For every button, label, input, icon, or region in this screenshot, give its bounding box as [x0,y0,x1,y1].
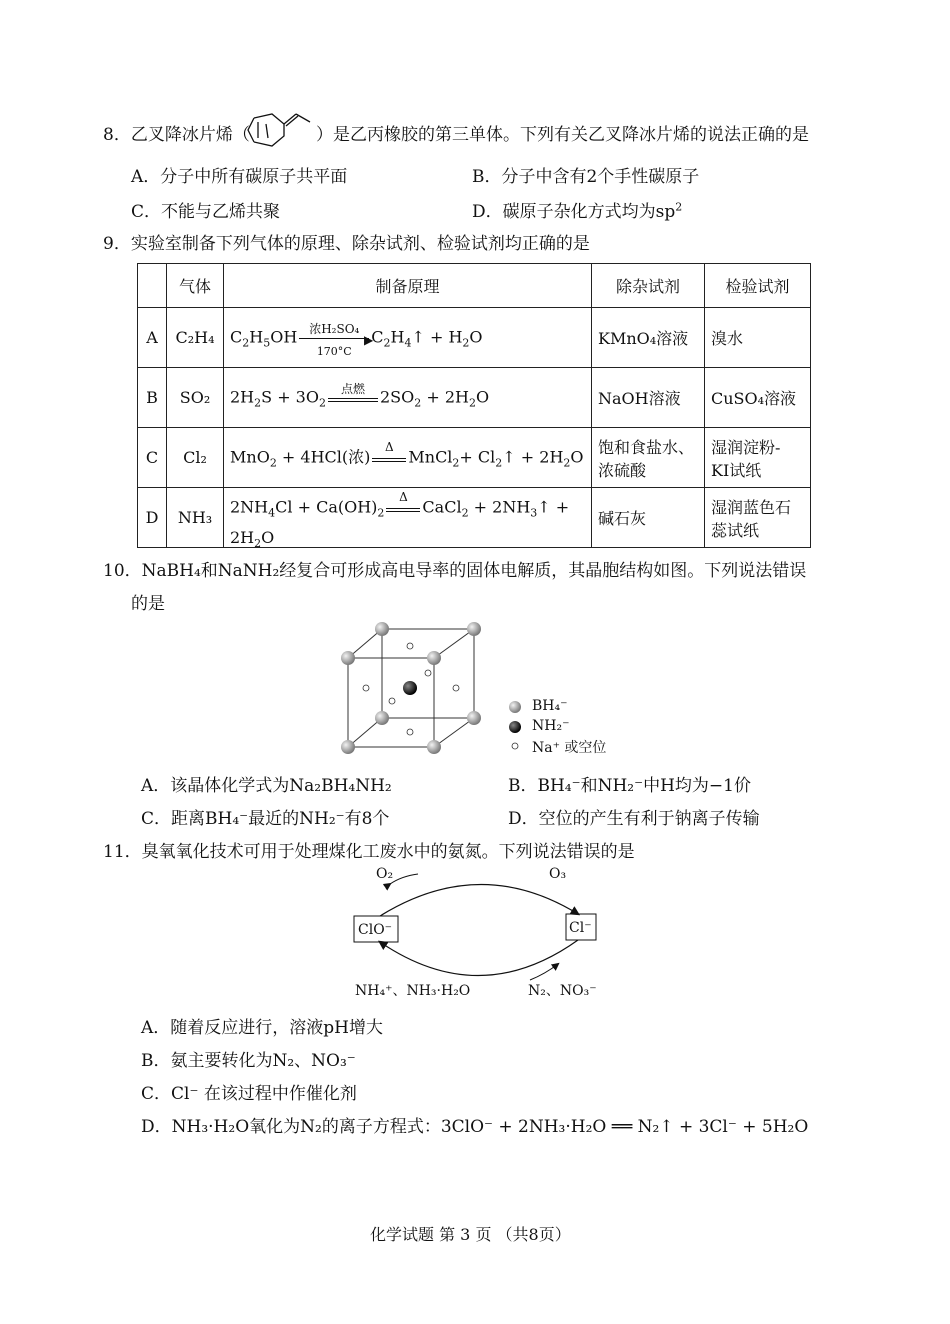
q10-option-a: A．该晶体化学式为Na₂BH₄NH₂ [141,776,392,796]
q8-stem-part2: ）是乙丙橡胶的第三单体。下列有关乙叉降冰片烯的说法正确的是 [316,125,809,145]
row-label: A [138,308,167,368]
impurity-cell: KMnO₄溶液 [592,308,705,368]
test-cell: 湿润淀粉- KI试纸 [705,428,811,488]
q10-option-c: C．距离BH₄⁻最近的NH₂⁻有8个 [141,809,390,829]
table-row [138,368,811,428]
page-footer: 化学试题 第 3 页 （共8页） [370,1225,571,1244]
q10-stem-line2: 的是 [131,594,165,614]
gas-cell: C₂H₄ [167,308,224,368]
table-row [138,428,811,488]
gas-cell: SO₂ [167,368,224,428]
label-products: N₂、NO₃⁻ [528,983,597,999]
row-label: C [138,428,167,488]
row-label: B [138,368,167,428]
table-row [138,488,811,548]
gas-cell: NH₃ [167,488,224,548]
q8-option-b: B．分子中含有2个手性碳原子 [472,167,700,187]
q10-option-b: B．BH₄⁻和NH₂⁻中H均为−1价 [508,776,751,796]
q11-option-a: A．随着反应进行，溶液pH增大 [141,1018,383,1038]
reaction-cell: MnO$_2$ + 4HCl(浓) Δ MnCl$_2$+ $Cl_2↑ + 2H_2O$ [224,428,592,488]
q8-stem-part1: 8．乙叉降冰片烯（ [103,125,250,145]
test-cell: 溴水 [705,308,811,368]
impurity-cell: 碱石灰 [592,488,705,548]
label-reactants: NH₄⁺、NH₃·H₂O [355,983,471,999]
q11-stem: 11．臭氧氧化技术可用于处理煤化工废水中的氨氮。下列说法错误的是 [103,842,635,862]
q11-option-c: C．Cl⁻ 在该过程中作催化剂 [141,1084,357,1104]
test-cell: CuSO₄溶液 [705,368,811,428]
table-header: 气体 [167,264,224,308]
q8-option-a: A．分子中所有碳原子共平面 [131,167,348,187]
legend-bh4: BH₄⁻ [532,698,568,714]
table-header [138,264,167,308]
q9-table [137,263,811,551]
legend-nh2: NH₂⁻ [532,718,570,734]
reaction-cell: $2NH_4Cl + Ca(OH)_2$ Δ CaCl$_2$ + $2NH_3↑ + 2H_2O$ [224,488,592,548]
q8-option-d: D．碳原子杂化方式均为$sp^2$ [472,200,683,222]
table-header: 除杂试剂 [592,264,705,308]
norbornene-structure-icon [244,108,324,152]
q10-stem-line1: 10．NaBH₄和NaNH₂经复合可形成高电导率的固体电解质，其晶胞结构如图。下列说法错误 [103,561,807,581]
q11-option-b: B．氨主要转化为N₂、NO₃⁻ [141,1051,356,1071]
reaction-cell: $C_2H_5OH$ 浓H₂SO₄ ▶ 170°C $C_2H_4↑ + H_2O$ [224,308,592,368]
table-row [138,308,811,368]
label-o3: O₃ [549,866,567,882]
reaction-cell: $2H_2S + 3O_2$ 点燃 $2SO_2 + 2H_2O$ [224,368,592,428]
impurity-cell: 饱和食盐水、 浓硫酸 [592,428,705,488]
label-cl: Cl⁻ [569,920,592,936]
label-o2: O₂ [376,866,394,882]
row-label: D [138,488,167,548]
impurity-cell: NaOH溶液 [592,368,705,428]
legend-na-vacancy: Na⁺ 或空位 [532,740,607,756]
table-header: 检验试剂 [705,264,811,308]
q9-stem: 9．实验室制备下列气体的原理、除杂试剂、检验试剂均正确的是 [103,234,590,254]
gas-cell: Cl₂ [167,428,224,488]
table-header-row [138,264,811,308]
test-cell: 湿润蓝色石 蕊试纸 [705,488,811,548]
table-header: 制备原理 [224,264,592,308]
q8-option-c: C．不能与乙烯共聚 [131,202,281,222]
q10-option-d: D．空位的产生有利于钠离子传输 [508,809,760,829]
q11-option-d: D．NH₃·H₂O氧化为N₂的离子方程式：3ClO⁻ + 2NH₃·H₂O ══ N₂↑ + 3Cl⁻ + 5H₂O [141,1117,809,1137]
label-clo: ClO⁻ [358,922,393,938]
